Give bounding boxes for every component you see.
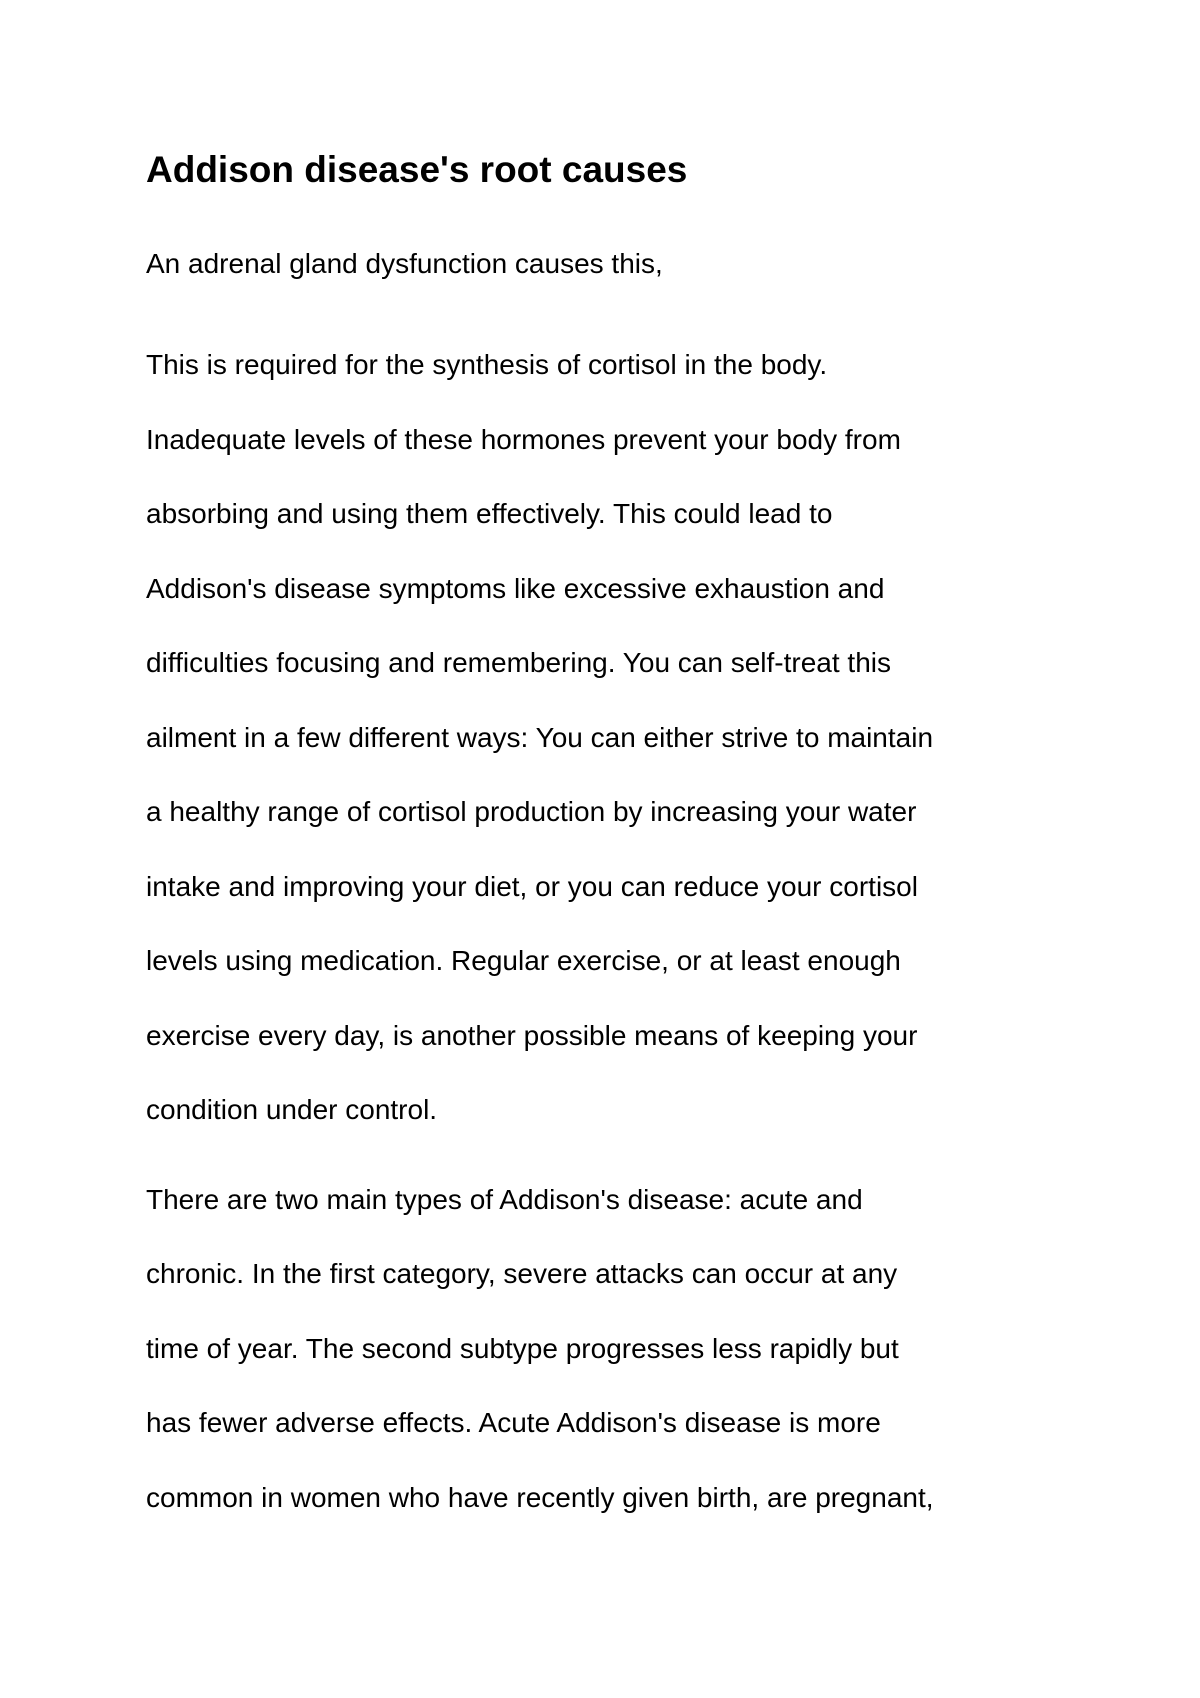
document-body [146, 140, 1086, 1535]
paragraph-2 [146, 1163, 1086, 1536]
text-line: This is required for the synthesis of cortisol in the body. [146, 349, 828, 380]
text-line: condition under control. [146, 1094, 438, 1125]
text-line: ailment in a few different ways: You can either strive to maintain [146, 721, 934, 753]
document-title: Addison disease's root causes [146, 149, 688, 190]
paragraph-1 [146, 328, 1086, 1148]
text-line: time of year. The second subtype progresses less rapidly but [146, 1332, 899, 1364]
text-line: exercise every day, is another possible means of keeping your [146, 1019, 918, 1051]
text-line: Addison's disease symptoms like excessive exhaustion and [146, 572, 885, 604]
intro-line: An adrenal gland dysfunction causes this, [146, 248, 663, 279]
text-line: absorbing and using them effectively. This could lead to [146, 498, 833, 529]
text-line: common in women who have recently given birth, are pregnant, [146, 1481, 934, 1513]
text-line: a healthy range of cortisol production by increasing your water [146, 796, 917, 827]
text-line: has fewer adverse effects. Acute Addison's disease is more [146, 1407, 881, 1438]
text-line: Inadequate levels of these hormones prevent your body from [146, 423, 901, 455]
text-line: levels using medication. Regular exercise, or at least enough [146, 945, 901, 976]
text-line: chronic. In the first category, severe attacks can occur at any [146, 1258, 898, 1289]
text-line: intake and improving your diet, or you can reduce your cortisol [146, 870, 918, 902]
text-line: There are two main types of Addison's disease: acute and [146, 1183, 863, 1215]
text-line: difficulties focusing and remembering. You can self-treat this [146, 647, 892, 678]
